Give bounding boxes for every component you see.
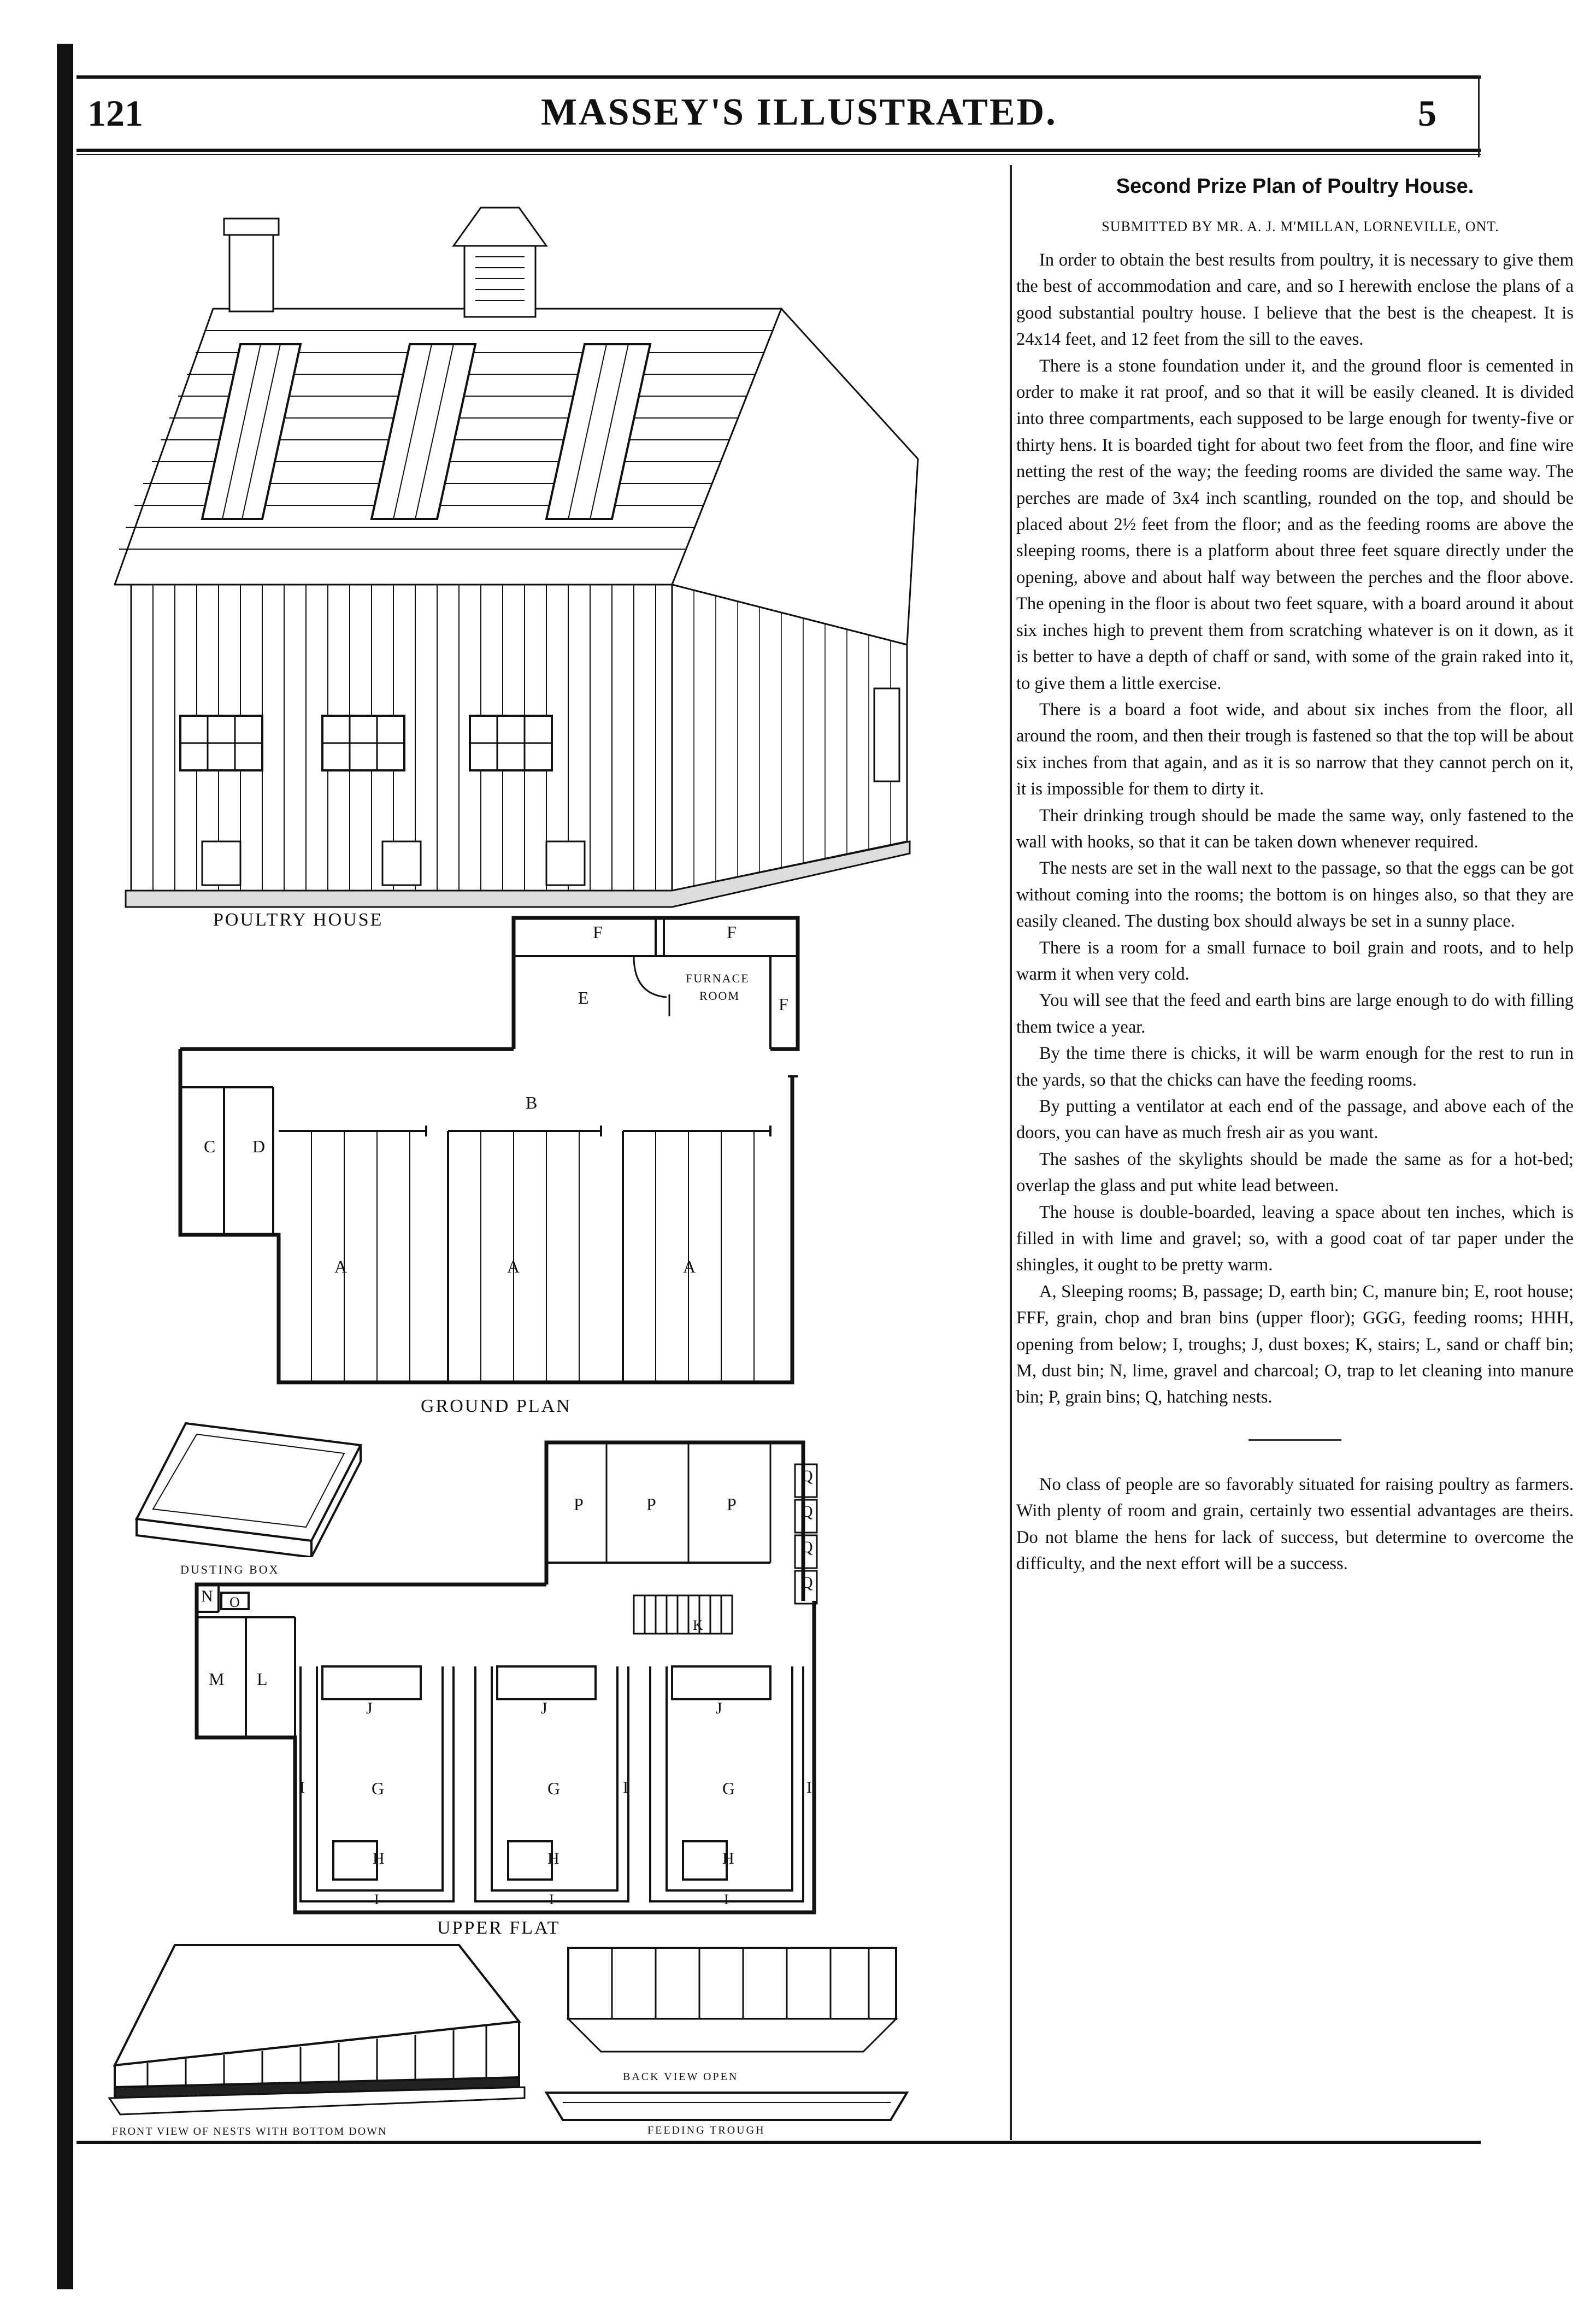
upper-label-i: I (299, 1778, 305, 1796)
footer-rule (76, 2141, 1481, 2144)
article-paragraph: There is a board a foot wide, and about six inches from the floor, all around the room, and then their trough is fastened so that the top will be about six inches from that again, and as it is so narrow that they cannot perch on it, it is impossible for them to dirty it. (1016, 699, 1574, 799)
back-view-open-drawing (557, 1942, 907, 2079)
upper-label-g: G (722, 1778, 735, 1798)
page-title: MASSEY'S ILLUSTRATED. (541, 91, 1057, 133)
article-byline: SUBMITTED BY MR. A. J. M'MILLAN, LORNEVILLE, ONT. (1102, 219, 1499, 234)
ground-label-e: E (578, 988, 589, 1008)
column-rule (1010, 165, 1012, 2140)
page-number-left: 121 (87, 92, 143, 134)
ground-label-a: A (683, 1257, 696, 1276)
poultry-house-illustration (104, 164, 967, 929)
front-view-caption: FRONT VIEW OF NESTS WITH BOTTOM DOWN (112, 2125, 387, 2137)
left-margin-bar (57, 44, 73, 2289)
upper-label-q: Q (801, 1538, 813, 1556)
upper-label-j: J (541, 1699, 547, 1717)
ground-label-c: C (204, 1136, 216, 1156)
upper-label-p: P (574, 1494, 584, 1514)
closing-paragraph: No class of people are so favorably situated for raising poultry as farmers. With plenty of room and grain, certainly two essential advantages are theirs. Do not blame the hens for lack of success, but determine to overcome the difficulty, and the next effort will be a success. (1016, 1474, 1574, 1574)
side-door (874, 688, 899, 781)
upper-label-j: J (716, 1699, 722, 1717)
upper-label-m: M (209, 1669, 225, 1689)
feeding-trough-caption: FEEDING TROUGH (647, 2124, 765, 2136)
header-rule-bottom-thin (76, 154, 1481, 155)
article-paragraph: Their drinking trough should be made the same way, only fastened to the wall with hooks, so that it can be taken down whenever required. (1016, 805, 1574, 852)
feeding-trough-drawing (541, 2082, 912, 2131)
upper-label-o: O (229, 1594, 240, 1610)
upper-label-q: Q (801, 1574, 813, 1592)
page-number-right: 5 (1418, 92, 1436, 134)
header-rule-top (76, 75, 1481, 79)
furnace-room-label: ROOM (699, 989, 740, 1003)
article-paragraph: There is a stone foundation under it, and the ground floor is cemented in order to make it rat proof, and so that it will be easily cleaned. It is divided into three compartments, each supposed to be large enough for twenty-five or thirty hens. It is boarded tight for about two feet from the floor, and fine wire netting the rest of the way; the feeding rooms are divided the same way. The perches are made of 3x4 inch scantling, rounded on the top, and should be placed about 2½ feet from the floor; and as the feeding rooms are above the sleeping rooms, there is a platform about three feet square directly under the opening, above and about half way between the perches and the floor above. The opening in the floor is about two feet square, with a board around it about six inches high to prevent them from scratching whatever is on it down, as it is better to have a depth of chaff or sand, with some of the grain raked into it, to give them a little exercise. (1016, 356, 1574, 693)
article-legend: A, Sleeping rooms; B, passage; D, earth bin; C, manure bin; E, root house; FFF, grain, chop and bran bins (upper floor); GGG, feeding rooms; HHH, opening from below; I, troughs; J, dust boxes; K, stairs; L, sand or chaff bin; M, dust bin; N, lime, gravel and charcoal; O, trap to let cleaning into manure bin; P, grain bins; Q, hatching nests. (1016, 1281, 1574, 1407)
upper-flat-caption: UPPER FLAT (437, 1918, 561, 1938)
ground-label-a: A (507, 1257, 520, 1276)
upper-label-k: K (693, 1617, 703, 1633)
article-paragraph: By putting a ventilator at each end of the passage, and above each of the doors, you can have as much fresh air as you want. (1016, 1097, 1574, 1143)
header-rule-bottom (76, 149, 1481, 152)
article-paragraph: The house is double-boarded, leaving a space about ten inches, which is filled in with lime and gravel; so, with a good coat of tar paper under the shingles, it ought to be pretty warm. (1016, 1202, 1574, 1275)
dusting-box-caption: DUSTING BOX (180, 1563, 280, 1576)
upper-label-i: I (549, 1892, 554, 1907)
back-view-caption: BACK VIEW OPEN (623, 2071, 739, 2083)
upper-label-g: G (372, 1778, 385, 1798)
upper-label-j: J (366, 1699, 373, 1717)
upper-label-h: H (722, 1849, 734, 1868)
upper-label-q: Q (801, 1467, 813, 1485)
ground-label-d: D (252, 1136, 266, 1156)
upper-label-p: P (727, 1494, 737, 1514)
section-separator (1248, 1439, 1341, 1441)
poultry-house-caption: POULTRY HOUSE (213, 910, 384, 930)
upper-label-i: I (623, 1778, 628, 1796)
article-paragraph: By the time there is chicks, it will be warm enough for the rest to run in the yards, so that the chicks can have the feeding rooms. (1016, 1044, 1574, 1090)
ground-plan-caption: GROUND PLAN (421, 1396, 572, 1416)
furnace-room-label: FURNACE (686, 971, 750, 985)
upper-flat-diagram (191, 1437, 841, 1929)
front-view-nests-drawing (104, 1934, 530, 2131)
article-body (1016, 247, 1574, 1577)
ground-label-a: A (334, 1257, 348, 1276)
upper-label-p: P (646, 1494, 656, 1514)
upper-label-n: N (201, 1587, 213, 1605)
ground-label-f: F (779, 994, 788, 1014)
chimney (229, 229, 273, 311)
upper-label-h: H (547, 1849, 560, 1868)
article-paragraph: You will see that the feed and earth bins are large enough to do with filling them twice a year. (1016, 991, 1574, 1037)
article-title: Second Prize Plan of Poultry House. (1116, 175, 1474, 198)
article-paragraph: The sashes of the skylights should be made the same as for a hot-bed; overlap the glass and put white lead between. (1016, 1149, 1574, 1196)
ground-label-f: F (593, 922, 603, 942)
ground-label-f: F (727, 922, 737, 942)
upper-label-i: I (374, 1892, 379, 1907)
article-paragraph: The nests are set in the wall next to the passage, so that the eggs can be got without coming into the rooms; the bottom is on hinges also, so that they are easily cleaned. The dusting box should always be set in a sunny place. (1016, 858, 1574, 932)
upper-label-i: I (724, 1892, 729, 1907)
right-edge-rule (1478, 75, 1480, 157)
upper-label-i: I (806, 1778, 812, 1796)
upper-label-l: L (257, 1669, 268, 1689)
upper-label-q: Q (801, 1503, 813, 1521)
ground-label-b: B (526, 1093, 538, 1112)
article-paragraph: There is a room for a small furnace to boil grain and roots, and to help warm it when very cold. (1016, 938, 1574, 984)
article-paragraph: In order to obtain the best results from poultry, it is necessary to give them the best of accommodation and care, and so I herewith enclose the plans of a good substantial poultry house. I believe that the best is the cheapest. It is 24x14 feet, and 12 feet from the sill to the eaves. (1016, 250, 1574, 350)
upper-label-g: G (547, 1778, 561, 1798)
upper-label-h: H (373, 1849, 385, 1868)
